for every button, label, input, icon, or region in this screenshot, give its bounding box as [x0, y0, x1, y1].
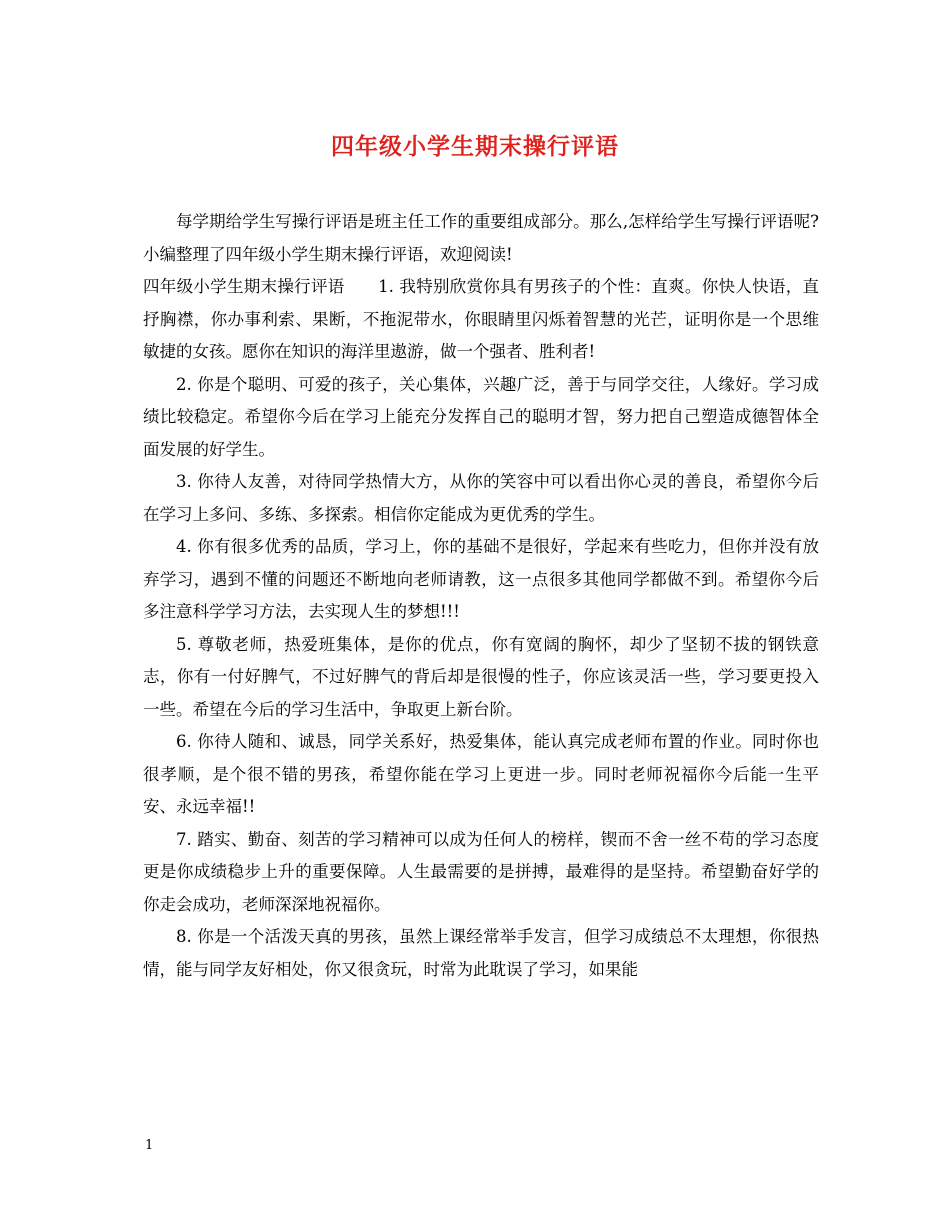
paragraph-8: 8. 你是一个活泼天真的男孩，虽然上课经常举手发言，但学习成绩总不太理想，你很热情，能与同学友好相处，你又很贪玩，时常为此耽误了学习，如果能 — [143, 927, 819, 979]
paragraph-1: 四年级小学生期末操行评语 1. 我特别欣赏你具有男孩子的个性：直爽。你快人快语，直抒胸襟，你办事利索、果断，不拖泥带水，你眼睛里闪烁着智慧的光芒，证明你是一个思维敏捷的女孩。愿你在知识的海洋里遨游，做一个强者、胜利者! — [143, 277, 819, 361]
paragraph-4: 4. 你有很多优秀的品质，学习上，你的基础不是很好，学起来有些吃力，但你并没有放弃学习，遇到不懂的问题还不断地向老师请教，这一点很多其他同学都做不到。希望你今后多注意科学学习方法，去实现人生的梦想!!! — [143, 537, 819, 621]
paragraph-5: 5. 尊敬老师，热爱班集体，是你的优点，你有宽阔的胸怀，却少了坚韧不拔的钢铁意志，你有一付好脾气，不过好脾气的背后却是很慢的性子，你应该灵活一些，学习要更投入一些。希望在今后的学习生活中，争取更上新台阶。 — [143, 634, 819, 719]
paragraph-3: 3. 你待人友善，对待同学热情大方，从你的笑容中可以看出你心灵的善良，希望你今后在学习上多问、多练、多探索。相信你定能成为更优秀的学生。 — [143, 472, 819, 524]
intro-paragraph: 每学期给学生写操行评语是班主任工作的重要组成部分。那么,怎样给学生写操行评语呢?小编整理了四年级小学生期末操行评语，欢迎阅读! — [143, 212, 819, 264]
paragraph-2: 2. 你是个聪明、可爱的孩子，关心集体，兴趣广泛，善于与同学交往，人缘好。学习成绩比较稳定。希望你今后在学习上能充分发挥自己的聪明才智，努力把自己塑造成德智体全面发展的好学生。 — [143, 374, 819, 459]
page-number: 1 — [145, 1138, 154, 1153]
paragraph-6: 6. 你待人随和、诚恳，同学关系好，热爱集体，能认真完成老师布置的作业。同时你也很孝顺，是个很不错的男孩，希望你能在学习上更进一步。同时老师祝福你今后能一生平安、永远幸福!! — [143, 732, 819, 816]
document-body — [143, 206, 819, 986]
paragraph-7: 7. 踏实、勤奋、刻苦的学习精神可以成为任何人的榜样，锲而不舍一丝不苟的学习态度更是你成绩稳步上升的重要保障。人生最需要的是拼搏，最难得的是坚持。希望勤奋好学的你走会成功，老师深深地祝福你。 — [143, 829, 819, 914]
document-title: 四年级小学生期末操行评语 — [331, 133, 619, 160]
